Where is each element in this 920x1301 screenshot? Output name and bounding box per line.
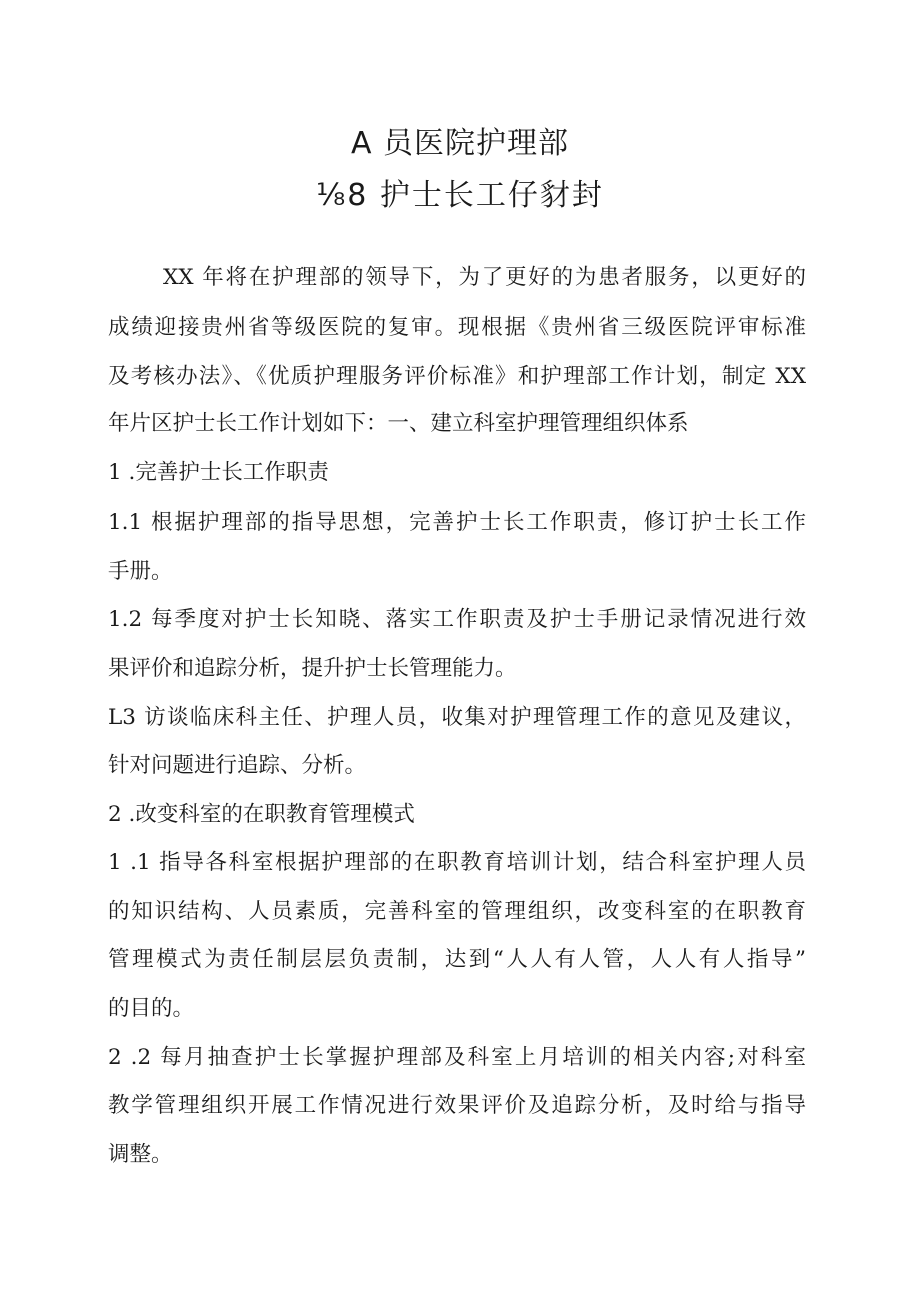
paragraph-line: 1.1 根据护理部的指导思想，完善护士长工作职责，修订护士长工作 (108, 510, 806, 535)
paragraph-line: 针对问题进行追踪、分析。 (108, 753, 367, 778)
paragraph-line: 手册。 (108, 559, 173, 584)
paragraph-line: 调整。 (108, 1142, 173, 1167)
paragraph-line: 2 .2 每月抽查护士长掌握护理部及科室上月培训的相关内容;对科室 (108, 1045, 806, 1070)
document-title-line-1: A 员医院护理部 (350, 126, 570, 161)
paragraph-line: L3 访谈临床科主任、护理人员，收集对护理管理工作的意见及建议， (108, 705, 806, 730)
paragraph-line: 1.2 每季度对护士长知晓、落实工作职责及护士手册记录情况进行效 (108, 607, 806, 632)
paragraph-line: 成绩迎接贵州省等级医院的复审。现根据《贵州省三级医院评审标准 (108, 315, 806, 340)
paragraph-line: 教学管理组织开展工作情况进行效果评价及追踪分析，及时给与指导 (108, 1093, 806, 1118)
paragraph-line: 及考核办法》、《优质护理服务评价标准》和护理部工作计划，制定 XX (108, 364, 806, 389)
paragraph-line: 1 .1 指导各科室根据护理部的在职教育培训计划，结合科室护理人员 (108, 850, 806, 875)
paragraph-line: 管理模式为责任制层层负责制，达到“人人有人管，人人有人指导” (108, 947, 806, 972)
paragraph-line: 果评价和追踪分析，提升护士长管理能力。 (108, 656, 517, 681)
paragraph-line: 的目的。 (108, 996, 195, 1021)
section-heading: 2 .改变科室的在职教育管理模式 (108, 802, 415, 827)
section-heading: 1 .完善护士长工作职责 (108, 460, 329, 485)
paragraph-line: XX 年将在护理部的领导下，为了更好的为患者服务，以更好的 (163, 265, 806, 290)
document-title-line-2: ⅛8 护士长工仔豺封 (316, 178, 604, 213)
paragraph-line: 年片区护士长工作计划如下：一、建立科室护理管理组织体系 (108, 411, 689, 436)
paragraph-line: 的知识结构、人员素质，完善科室的管理组织，改变科室的在职教育 (108, 899, 806, 924)
